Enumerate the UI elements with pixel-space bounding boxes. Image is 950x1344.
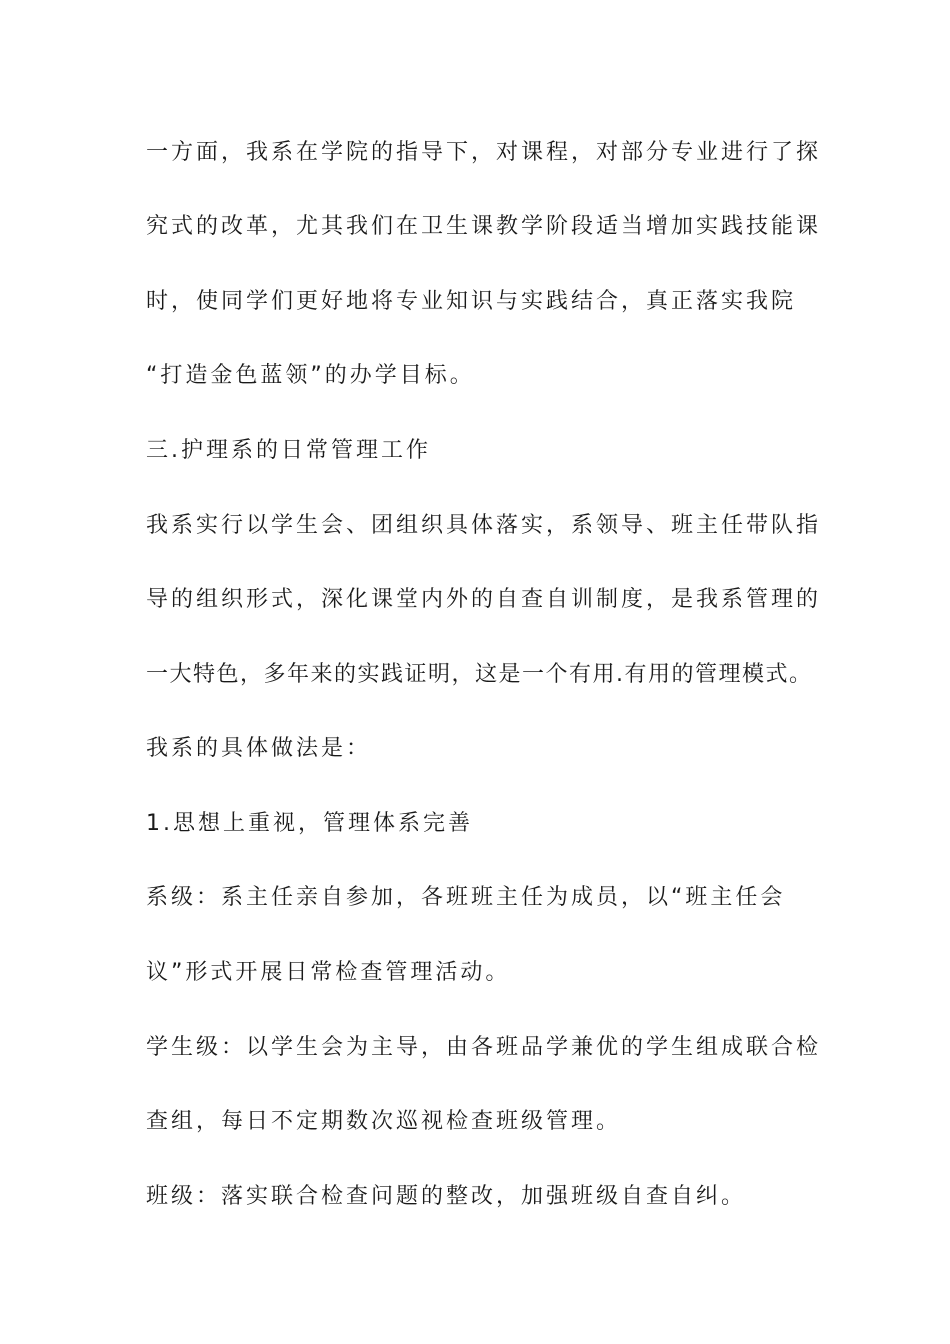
section-heading: 三.护理系的日常管理工作 bbox=[146, 438, 431, 463]
paragraph-line: “打造金色蓝领”的办学目标。 bbox=[146, 363, 475, 388]
paragraph-line: 究式的改革，尤其我们在卫生课教学阶段适当增加实践技能课 bbox=[146, 214, 822, 239]
paragraph-line: 系级：系主任亲自参加，各班班主任为成员，以“班主任会 bbox=[146, 885, 786, 910]
paragraph-line: 我系实行以学生会、团组织具体落实，系领导、班主任带队指 bbox=[146, 513, 822, 538]
paragraph-line: 学生级：以学生会为主导，由各班品学兼优的学生组成联合检 bbox=[146, 1035, 822, 1060]
paragraph-line: 一方面，我系在学院的指导下，对课程，对部分专业进行了探 bbox=[146, 140, 822, 165]
paragraph-line: 时，使同学们更好地将专业知识与实践结合，真正落实我院 bbox=[146, 289, 797, 314]
paragraph-line: 班级：落实联合检查问题的整改，加强班级自查自纠。 bbox=[146, 1184, 747, 1209]
paragraph-line: 导的组织形式，深化课堂内外的自查自训制度，是我系管理的 bbox=[146, 587, 822, 612]
subsection-heading: 1.思想上重视，管理体系完善 bbox=[146, 811, 473, 836]
paragraph-line: 我系的具体做法是： bbox=[146, 736, 372, 761]
paragraph-line: 查组，每日不定期数次巡视检查班级管理。 bbox=[146, 1109, 622, 1134]
paragraph-line: 议”形式开展日常检查管理活动。 bbox=[146, 960, 511, 985]
paragraph-line: 一大特色，多年来的实践证明，这是一个有用.有用的管理模式。 bbox=[146, 662, 813, 687]
